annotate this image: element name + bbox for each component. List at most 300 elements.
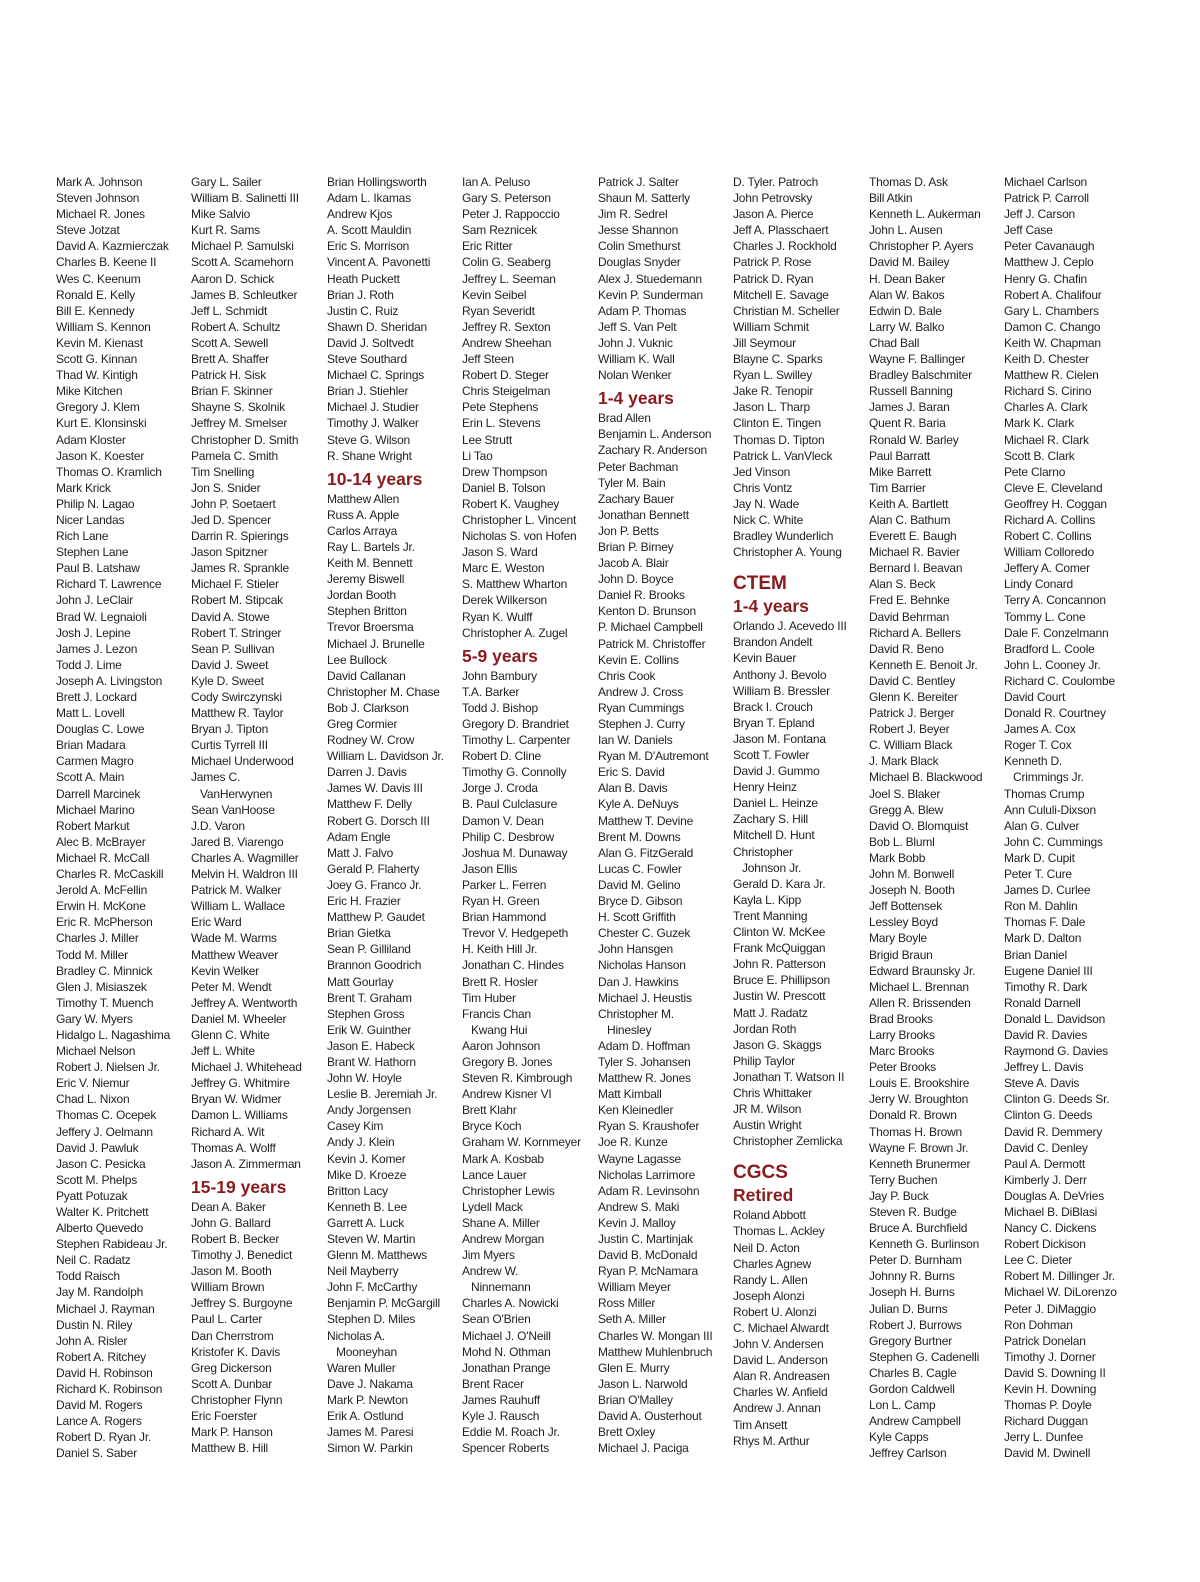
member-name: Todd Raisch xyxy=(56,1269,120,1284)
member-name: Kurt E. Klonsinski xyxy=(56,416,147,431)
member-name: Kevin P. Sunderman xyxy=(598,287,703,302)
member-name: Gregory D. Brandriet xyxy=(462,717,569,731)
member-name: Bill E. Kennedy xyxy=(56,303,135,318)
member-name: Timothy R. Dark xyxy=(1004,979,1088,994)
member-name: Peter T. Cure xyxy=(1004,867,1072,882)
member-name: Matthew R. Cielen xyxy=(1004,368,1099,383)
member-name: Stephen Lane xyxy=(56,545,129,560)
member-name: Mark A. Johnson xyxy=(56,175,143,189)
member-name: Robert J. Beyer xyxy=(869,722,950,737)
member-name: Jeff Case xyxy=(1004,223,1053,238)
member-name: Kenneth D. xyxy=(1004,754,1063,769)
member-name: Darrell Marcinek xyxy=(56,786,141,801)
member-name: Aaron D. Schick xyxy=(191,271,275,286)
column-6 xyxy=(733,174,865,1449)
member-name: Steve A. Davis xyxy=(1004,1076,1080,1091)
member-name: John A. Risler xyxy=(56,1333,128,1348)
member-name: Brian Gietka xyxy=(327,926,391,941)
member-name: J.D. Varon xyxy=(191,818,245,833)
member-name: Scott G. Kinnan xyxy=(56,352,138,367)
member-name: Philip C. Desbrow xyxy=(462,829,554,844)
member-name: J. Mark Black xyxy=(869,754,939,769)
member-name: David Callanan xyxy=(327,668,406,683)
member-name: Jon S. Snider xyxy=(191,480,261,495)
member-name: Jason A. Pierce xyxy=(733,207,814,222)
member-name: Patrick Donelan xyxy=(1004,1333,1086,1348)
member-name: Thomas A. Wolff xyxy=(191,1140,276,1155)
member-name: Jeffrey R. Sexton xyxy=(462,319,551,334)
member-name: Wayne F. Brown Jr. xyxy=(869,1140,969,1155)
member-name: Brack I. Crouch xyxy=(733,699,813,714)
member-name: Brannon Goodrich xyxy=(327,958,422,973)
member-name: James J. Lezon xyxy=(56,641,138,656)
member-name: Jeffrey M. Smelser xyxy=(191,416,288,431)
member-name: Russ A. Apple xyxy=(327,507,400,522)
member-name: Kevin M. Kienast xyxy=(56,335,143,350)
column-5 xyxy=(598,174,730,1456)
member-name: Allen R. Brissenden xyxy=(869,995,971,1010)
member-name: Edwin D. Bale xyxy=(869,303,942,318)
member-name: John F. McCarthy xyxy=(327,1280,418,1295)
member-name: Fred E. Behnke xyxy=(869,593,950,608)
member-name: John R. Patterson xyxy=(733,957,826,972)
member-name: Michael F. Stieler xyxy=(191,577,279,592)
member-name: Timothy J. Walker xyxy=(327,416,419,431)
member-name: Lon L. Camp xyxy=(869,1398,936,1413)
member-name: Robert A. Ritchey xyxy=(56,1349,146,1364)
member-name: David J. Sweet xyxy=(191,657,269,672)
member-name: Sean VanHoose xyxy=(191,802,275,817)
member-name: Ray L. Bartels Jr. xyxy=(327,539,415,554)
member-name: Richard Duggan xyxy=(1004,1414,1088,1429)
member-name: Mark Krick xyxy=(56,480,111,495)
member-name: Matthew R. Taylor xyxy=(191,706,284,721)
member-name: Robert M. Dillinger Jr. xyxy=(1004,1269,1115,1284)
member-name: Patrick M. Christoffer xyxy=(598,636,706,651)
member-name: Robert Dickison xyxy=(1004,1237,1086,1252)
member-name: Frank McQuiggan xyxy=(733,941,826,956)
member-name: William Brown xyxy=(191,1280,265,1295)
member-name: Robert K. Vaughey xyxy=(462,496,560,511)
member-name: Neil D. Acton xyxy=(733,1240,800,1255)
member-name: Joseph N. Booth xyxy=(869,883,955,898)
member-name: Trevor Broersma xyxy=(327,620,414,635)
member-name: James W. Davis III xyxy=(327,781,423,796)
member-name: Russell Banning xyxy=(869,384,953,399)
member-name: Douglas A. DeVries xyxy=(1004,1188,1105,1203)
section-heading: Retired xyxy=(733,1185,794,1206)
member-name: Alan C. Bathum xyxy=(869,512,951,527)
member-name: Patrick J. Salter xyxy=(598,175,679,189)
member-name: Matthew T. Devine xyxy=(598,813,694,828)
member-name: Andrew J. Annan xyxy=(733,1401,821,1416)
member-name: Zachary R. Anderson xyxy=(598,443,707,458)
member-name: Clinton G. Deeds Sr. xyxy=(1004,1092,1110,1107)
member-name: Timothy J. Dorner xyxy=(1004,1349,1096,1364)
member-name: Patrick M. Walker xyxy=(191,883,282,898)
member-name: Sam Reznicek xyxy=(462,223,537,238)
member-name: Michael R. Bavier xyxy=(869,545,960,560)
member-name: Dan J. Hawkins xyxy=(598,974,679,989)
member-name: Adam P. Thomas xyxy=(598,303,687,318)
member-name: Matthew Weaver xyxy=(191,947,279,962)
member-name: Jeffrey A. Wentworth xyxy=(191,995,298,1010)
member-name: Jeffrey G. Whitmire xyxy=(191,1076,290,1091)
member-name: Roland Abbott xyxy=(733,1208,806,1223)
member-name: Kenneth E. Benoit Jr. xyxy=(869,657,978,672)
member-name: Ryan L. Swilley xyxy=(733,368,813,383)
member-name: Michael J. Whitehead xyxy=(191,1060,302,1075)
member-name: Scott A. Main xyxy=(56,770,125,785)
member-name: JR M. Wilson xyxy=(733,1102,802,1117)
member-name: Daniel R. Brooks xyxy=(598,588,685,603)
member-name: Kyle A. DeNuys xyxy=(598,797,679,812)
member-name: Darren J. Davis xyxy=(327,765,407,780)
member-name: Erwin H. McKone xyxy=(56,899,146,914)
member-name: Kyle Capps xyxy=(869,1430,929,1445)
member-name: Jeff Steen xyxy=(462,352,514,367)
member-name: Jason Spitzner xyxy=(191,545,268,560)
member-name: Joe R. Kunze xyxy=(598,1135,668,1150)
member-name: Paul A. Dermott xyxy=(1004,1156,1086,1171)
member-name: Geoffrey H. Coggan xyxy=(1004,496,1107,511)
member-name: Joey G. Franco Jr. xyxy=(327,877,422,892)
member-name: Thomas L. Ackley xyxy=(733,1224,825,1239)
member-name: Richard A. Bellers xyxy=(869,625,961,640)
member-name: Alan R. Andreasen xyxy=(733,1369,830,1384)
member-name: Scott A. Sewell xyxy=(191,335,269,350)
member-name: Jordan Roth xyxy=(733,1021,797,1036)
member-name: Erik A. Ostlund xyxy=(327,1409,404,1424)
member-name: Jeffrey L. Davis xyxy=(1004,1060,1084,1075)
member-name: Jay P. Buck xyxy=(869,1188,929,1203)
member-name: Keith A. Bartlett xyxy=(869,496,949,511)
member-name: Ian W. Daniels xyxy=(598,733,673,748)
member-name: Sean P. Gilliland xyxy=(327,942,411,957)
member-name: Kevin E. Collins xyxy=(598,652,679,667)
member-name: Mark K. Clark xyxy=(1004,416,1075,431)
member-name: Steven W. Martin xyxy=(327,1232,416,1246)
member-name: Britton Lacy xyxy=(327,1183,388,1198)
member-name: T.A. Barker xyxy=(462,684,520,699)
member-name: Pyatt Potuzak xyxy=(56,1188,128,1203)
member-name: Peter D. Burnham xyxy=(869,1253,962,1268)
member-name: James B. Schleutker xyxy=(191,287,298,302)
member-name: Andrew S. Maki xyxy=(598,1199,680,1214)
member-name: Charles A. Nowicki xyxy=(462,1296,559,1311)
member-name: Eric Foerster xyxy=(191,1409,258,1424)
member-name: David Behrman xyxy=(869,609,950,624)
member-name: Eugene Daniel III xyxy=(1004,963,1093,978)
member-name: Heath Puckett xyxy=(327,271,400,286)
member-name: Raymond G. Davies xyxy=(1004,1044,1108,1059)
member-name: Zachary S. Hill xyxy=(733,812,809,827)
member-name: Aaron Johnson xyxy=(462,1038,541,1053)
member-name: Leslie B. Jeremiah Jr. xyxy=(327,1087,438,1102)
member-name: Jeff A. Plasschaert xyxy=(733,223,829,238)
member-name: H. Dean Baker xyxy=(869,271,946,286)
member-name: Peter Brooks xyxy=(869,1060,936,1075)
member-name: Todd J. Lime xyxy=(56,657,122,672)
member-name: Christopher L. Vincent xyxy=(462,512,577,527)
member-name: Chester C. Guzek xyxy=(598,926,691,941)
member-name: Philip Taylor xyxy=(733,1053,795,1068)
member-name: Michael R. McCall xyxy=(56,850,150,865)
member-name: Eric H. Frazier xyxy=(327,894,401,909)
member-name: Jed Vinson xyxy=(733,464,791,479)
member-name: David C. Bentley xyxy=(869,673,956,688)
member-name: Steven Johnson xyxy=(56,191,140,206)
member-name: Sean O'Brien xyxy=(462,1312,531,1327)
member-name: Blayne C. Sparks xyxy=(733,352,823,367)
member-name: Gerald D. Kara Jr. xyxy=(733,876,826,891)
member-name: Joel S. Blaker xyxy=(869,786,941,801)
member-name: Bernard I. Beavan xyxy=(869,561,963,576)
member-name: Tyler M. Bain xyxy=(598,475,666,490)
member-name: Francis Chan xyxy=(462,1006,531,1021)
member-name: Paul L. Carter xyxy=(191,1312,263,1327)
member-name: David R. Davies xyxy=(1004,1027,1088,1042)
member-name: Roger T. Cox xyxy=(1004,738,1072,753)
member-name: Ann Cululi-Dixson xyxy=(1004,802,1096,817)
member-name: James D. Curlee xyxy=(1004,883,1091,898)
member-name: Todd J. Bishop xyxy=(462,700,538,715)
member-name: Jeffery A. Comer xyxy=(1004,561,1090,576)
member-name: Stephen J. Curry xyxy=(598,717,685,731)
member-name: John L. Cooney Jr. xyxy=(1004,657,1101,672)
member-name: H. Keith Hill Jr. xyxy=(462,942,538,957)
member-name: Ron Dohman xyxy=(1004,1317,1073,1332)
member-name: Richard K. Robinson xyxy=(56,1382,163,1397)
member-name: Matthew Muhlenbruch xyxy=(598,1344,713,1359)
member-name: Mitchell E. Savage xyxy=(733,287,829,302)
member-name: Jeff L. White xyxy=(191,1044,255,1059)
member-name: Sean P. Sullivan xyxy=(191,641,275,656)
member-name: Robert J. Nielsen Jr. xyxy=(56,1060,160,1075)
member-name: John G. Ballard xyxy=(191,1215,271,1230)
member-name: Robert Markut xyxy=(56,818,130,833)
member-name: Terry Buchen xyxy=(869,1172,938,1187)
member-name: Jeff Bottensek xyxy=(869,899,943,914)
member-name: Jeffrey Carlson xyxy=(869,1446,947,1461)
member-name: Brian Madara xyxy=(56,738,126,753)
member-name: Matthew J. Ceplo xyxy=(1004,255,1094,270)
member-name: Clinton G. Deeds xyxy=(1004,1108,1093,1123)
member-name: Michael R. Clark xyxy=(1004,432,1089,447)
member-name: Christopher P. Ayers xyxy=(869,239,974,254)
member-name: Glenn M. Matthews xyxy=(327,1248,427,1263)
member-name: Graham W. Kornmeyer xyxy=(462,1135,581,1150)
member-name: Bryan T. Epland xyxy=(733,715,815,730)
member-name: R. Shane Wright xyxy=(327,448,412,463)
member-name: Michael J. Rayman xyxy=(56,1301,155,1316)
member-name: Chris Cook xyxy=(598,668,656,683)
member-name: Brent M. Downs xyxy=(598,829,681,844)
member-name: Eric R. McPherson xyxy=(56,915,153,930)
member-name: Benjamin P. McGargill xyxy=(327,1296,440,1311)
member-name: Ryan P. McNamara xyxy=(598,1264,698,1279)
member-name: Chad Ball xyxy=(869,335,920,350)
member-name: Brett Oxley xyxy=(598,1425,656,1440)
member-name: Erin L. Stevens xyxy=(462,416,541,431)
member-name: Kevin J. Komer xyxy=(327,1151,406,1166)
member-name: James C. xyxy=(191,770,241,785)
member-name: Jason Ellis xyxy=(462,861,518,876)
member-name: Bradley C. Minnick xyxy=(56,963,153,978)
member-name: Justin W. Prescott xyxy=(733,989,826,1004)
member-name: Thomas Crump xyxy=(1004,786,1085,801)
member-name: David A. Stowe xyxy=(191,609,270,624)
member-name: James R. Sprankle xyxy=(191,561,289,576)
member-name: Kenton D. Brunson xyxy=(598,604,696,619)
member-name: Trevor V. Hedgepeth xyxy=(462,926,569,941)
member-name: David R. Demmery xyxy=(1004,1124,1103,1139)
member-name: Justin C. Martinjak xyxy=(598,1232,693,1246)
member-name: Kevin Bauer xyxy=(733,651,797,666)
member-name: Mary Boyle xyxy=(869,931,928,946)
member-name: Shayne S. Skolnik xyxy=(191,400,285,415)
member-name: Brian Hollingsworth xyxy=(327,175,427,189)
member-name: Brett J. Lockard xyxy=(56,690,137,704)
member-name: Melvin H. Waldron III xyxy=(191,867,298,882)
member-name: Michael W. DiLorenzo xyxy=(1004,1285,1117,1300)
member-name: Timothy L. Carpenter xyxy=(462,733,571,748)
member-name: Lydell Mack xyxy=(462,1199,523,1214)
member-name: Gordon Caldwell xyxy=(869,1382,955,1397)
member-name: Ryan H. Green xyxy=(462,894,540,909)
member-name: Jason M. Booth xyxy=(191,1264,272,1279)
member-name: Quent R. Baria xyxy=(869,416,946,431)
member-name: Brad W. Legnaioli xyxy=(56,609,147,624)
member-name: Bill Atkin xyxy=(869,191,913,206)
member-name: Jason M. Fontana xyxy=(733,731,826,746)
member-name: Tyler S. Johansen xyxy=(598,1054,691,1069)
member-name: Michael B. DiBlasi xyxy=(1004,1205,1098,1219)
member-name: Matt L. Lovell xyxy=(56,706,125,721)
member-name: John D. Boyce xyxy=(598,572,674,587)
section-heading: 1-4 years xyxy=(598,388,674,409)
member-name: Damon C. Chango xyxy=(1004,319,1101,334)
member-name: Charles A. Clark xyxy=(1004,400,1088,415)
name-continuation: Crimmings Jr. xyxy=(1013,770,1084,785)
member-name: Stephen G. Cadenelli xyxy=(869,1349,980,1364)
member-name: Gregg A. Blew xyxy=(869,802,944,817)
member-name: Keith W. Chapman xyxy=(1004,335,1101,350)
member-name: Matthew Allen xyxy=(327,491,400,506)
member-name: Bryce D. Gibson xyxy=(598,894,683,909)
member-name: Mark D. Cupit xyxy=(1004,850,1075,865)
member-name: Gregory Burtner xyxy=(869,1333,953,1348)
member-name: David C. Denley xyxy=(1004,1140,1088,1155)
member-name: Waren Muller xyxy=(327,1360,396,1375)
member-name: Patrick P. Rose xyxy=(733,255,812,270)
member-name: Scott A. Scamehorn xyxy=(191,255,294,270)
member-name: P. Michael Campbell xyxy=(598,620,703,635)
member-name: Nick C. White xyxy=(733,512,804,527)
member-name: Johnny R. Burns xyxy=(869,1269,955,1284)
member-name: Thomas O. Kramlich xyxy=(56,464,162,479)
member-name: Mitchell D. Hunt xyxy=(733,828,815,843)
member-name: Michael Carlson xyxy=(1004,175,1088,189)
member-name: Brent Racer xyxy=(462,1376,524,1391)
member-name: Jason C. Pesicka xyxy=(56,1156,146,1171)
member-name: Li Tao xyxy=(462,448,493,463)
member-name: Robert U. Alonzi xyxy=(733,1304,817,1319)
member-name: Charles J. Miller xyxy=(56,931,139,946)
member-name: Ryan Cummings xyxy=(598,700,685,715)
member-name: Douglas C. Lowe xyxy=(56,722,145,737)
member-name: Garrett A. Luck xyxy=(327,1215,405,1230)
member-name: Colin Smethurst xyxy=(598,239,681,254)
member-name: Larry Brooks xyxy=(869,1027,935,1042)
member-name: Michael J. Paciga xyxy=(598,1441,689,1456)
member-name: Kurt R. Sams xyxy=(191,223,260,238)
member-name: Andrew J. Cross xyxy=(598,684,684,699)
member-name: Peter M. Wendt xyxy=(191,979,272,994)
member-name: Andrew Morgan xyxy=(462,1232,545,1246)
member-name: Robert M. Stipcak xyxy=(191,593,283,608)
member-name: Robert C. Collins xyxy=(1004,529,1092,544)
member-name: Eric Ritter xyxy=(462,239,513,254)
name-continuation: Kwang Hui xyxy=(471,1022,528,1037)
member-name: Bob J. Clarkson xyxy=(327,700,409,715)
member-name: Bradley Wunderlich xyxy=(733,529,834,544)
member-name: Edward Braunsky Jr. xyxy=(869,963,976,978)
member-name: Curtis Tyrrell III xyxy=(191,738,268,753)
category-heading: CTEM xyxy=(733,573,787,595)
member-name: Christopher Zemlicka xyxy=(733,1134,843,1149)
member-name: Ronald Darnell xyxy=(1004,995,1081,1010)
member-name: Matthew P. Gaudet xyxy=(327,910,425,925)
member-name: Jonathan Bennett xyxy=(598,507,689,522)
member-name: Patrick P. Carroll xyxy=(1004,191,1089,206)
member-name: Erik W. Guinther xyxy=(327,1022,412,1037)
member-name: Drew Thompson xyxy=(462,464,548,479)
member-name: Greg Cormier xyxy=(327,717,398,731)
member-name: Robert J. Burrows xyxy=(869,1317,962,1332)
member-name: Everett E. Baugh xyxy=(869,529,957,544)
member-name: David M. Bailey xyxy=(869,255,950,270)
member-name: Brigid Braun xyxy=(869,947,933,962)
member-name: Rhys M. Arthur xyxy=(733,1433,810,1448)
member-name: Joseph A. Livingston xyxy=(56,673,163,688)
member-name: William L. Davidson Jr. xyxy=(327,749,444,764)
member-name: David M. Rogers xyxy=(56,1398,143,1413)
member-name: Kimberly J. Derr xyxy=(1004,1172,1087,1187)
member-name: Jason L. Narwold xyxy=(598,1376,688,1391)
member-name: John P. Soetaert xyxy=(191,496,276,511)
member-name: Michael Marino xyxy=(56,802,135,817)
member-name: Richard S. Cirino xyxy=(1004,384,1092,399)
member-name: Dustin N. Riley xyxy=(56,1317,133,1332)
member-name: Brett A. Shaffer xyxy=(191,352,269,367)
member-name: Brian J. Roth xyxy=(327,287,394,302)
member-name: Ron M. Dahlin xyxy=(1004,899,1078,914)
member-name: Jonathan C. Hindes xyxy=(462,958,564,973)
member-name: David H. Robinson xyxy=(56,1365,153,1380)
member-name: Ryan Severidt xyxy=(462,303,535,318)
member-name: Bruce A. Burchfield xyxy=(869,1221,968,1236)
member-name: Tommy L. Cone xyxy=(1004,609,1086,624)
member-name: Kayla L. Kipp xyxy=(733,892,802,907)
member-name: Nicholas A. xyxy=(327,1328,385,1343)
member-name: Chad L. Nixon xyxy=(56,1092,130,1107)
member-name: Wayne F. Ballinger xyxy=(869,352,965,367)
member-name: David A. Kazmierczak xyxy=(56,239,169,254)
member-name: Anthony J. Bevolo xyxy=(733,667,827,682)
member-name: Stephen Gross xyxy=(327,1006,405,1021)
member-name: Larry W. Balko xyxy=(869,319,945,334)
